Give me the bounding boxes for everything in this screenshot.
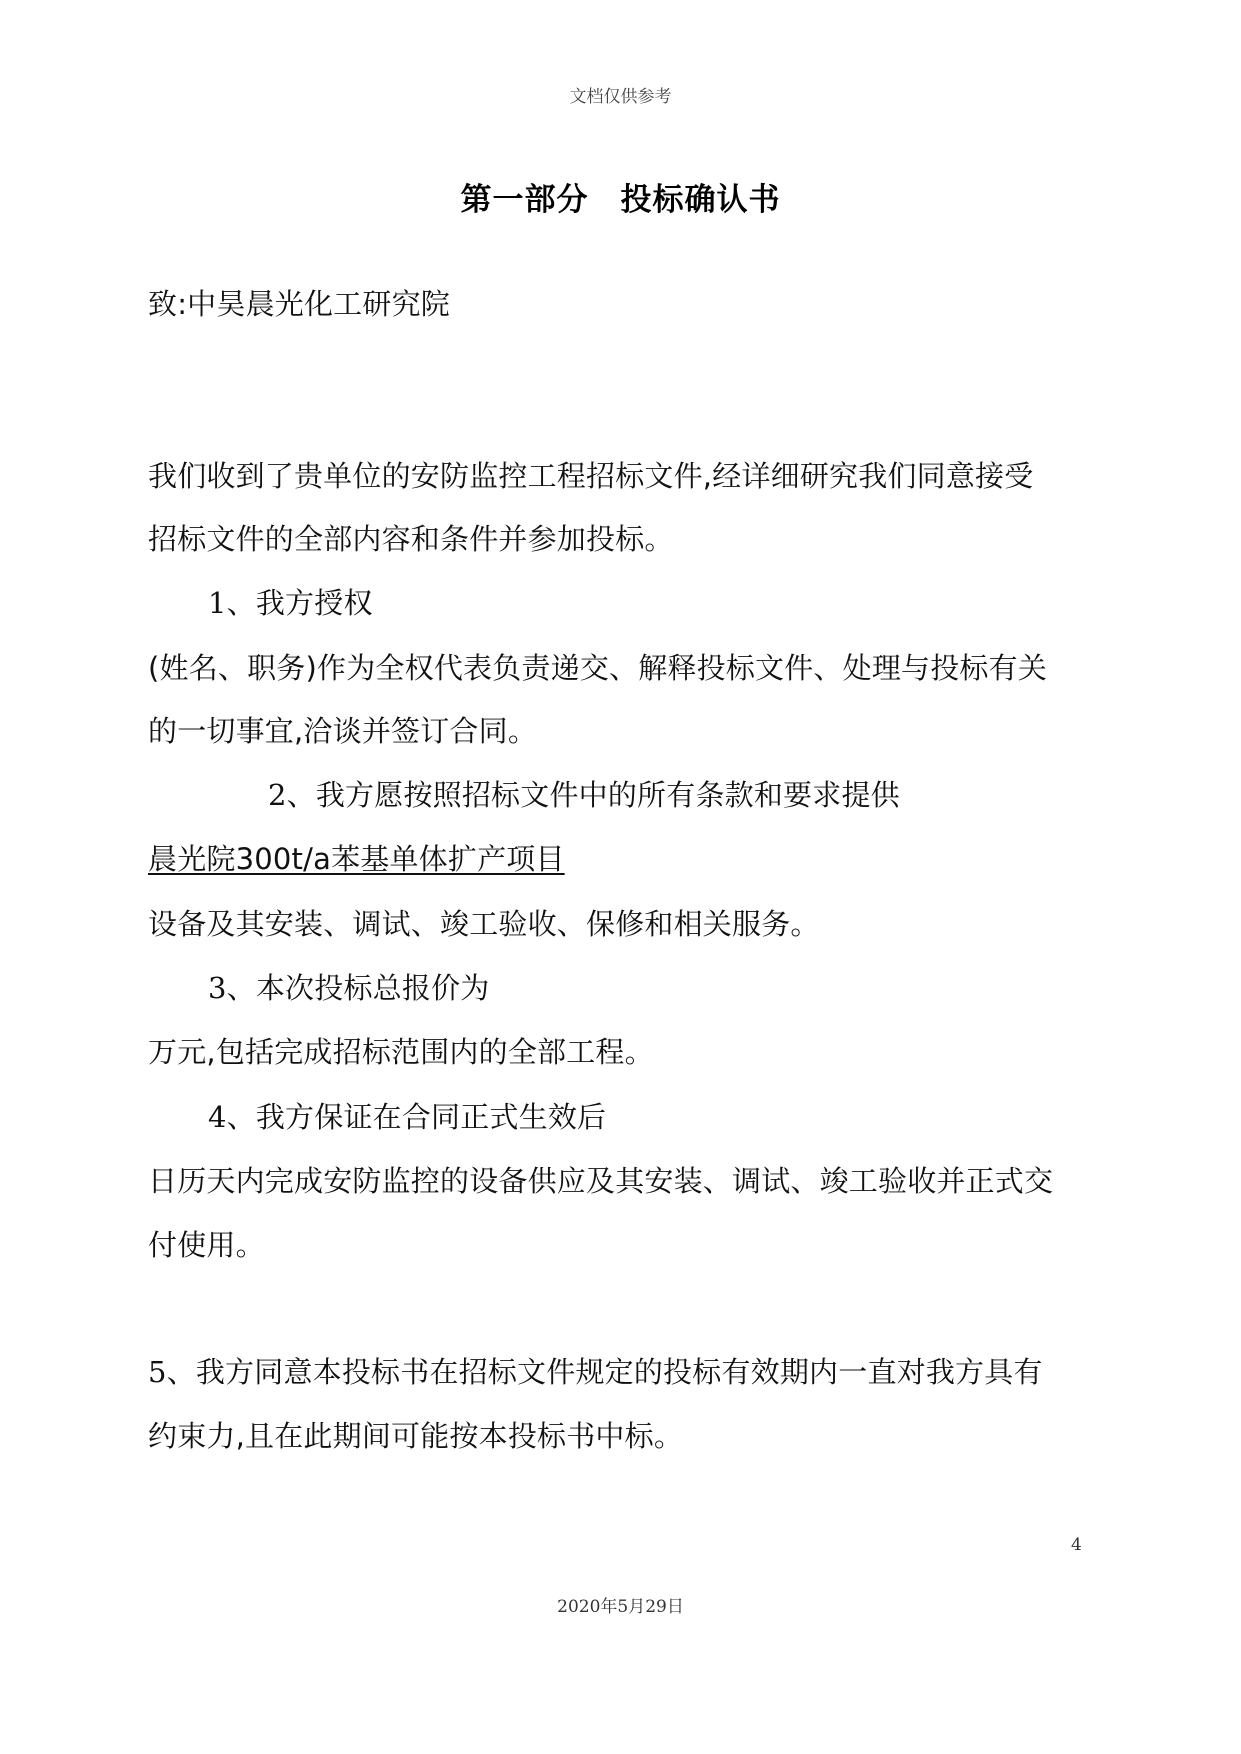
item-4-line-2: 日历天内完成安防监控的设备供应及其安装、调试、竣工验收并正式交 [148,1164,1054,1198]
page-number: 4 [1071,1535,1082,1555]
item-2-line-3: 设备及其安装、调试、竣工验收、保修和相关服务。 [148,907,820,941]
item-5-line-2: 约束力,且在此期间可能按本投标书中标。 [148,1419,684,1453]
item-2-number: 2 [268,778,287,812]
page-title [0,183,1241,219]
item-1-line-2: (姓名、职务)作为全权代表负责递交、解释投标文件、处理与投标有关 [148,651,1048,685]
item-5-text: 、我方同意本投标书在招标文件规定的投标有效期内一直对我方具有 [166,1355,1043,1389]
item-4-heading [208,1101,606,1134]
item-5-heading [148,1356,1043,1389]
item-3-number: 3 [208,971,227,1005]
item-2-heading [268,779,900,812]
intro-line-1: 我们收到了贵单位的安防监控工程招标文件,经详细研究我们同意接受 [148,459,1034,493]
header-note: 文档仅供参考 [569,87,672,107]
item-2-project-name: 晨光院300t/a苯基单体扩产项目 [148,842,565,876]
title-part-label: 第一部分 [460,182,589,218]
title-section-name: 投标确认书 [620,182,781,218]
salutation: 致:中昊晨光化工研究院 [148,287,450,321]
item-3-text: 、本次投标总报价为 [226,971,490,1005]
item-3-heading [208,972,489,1005]
item-4-number: 4 [208,1100,227,1134]
item-3-line-2: 万元,包括完成招标范围内的全部工程。 [148,1035,654,1069]
item-4-line-3: 付使用。 [148,1228,265,1262]
item-1-number: 1 [208,586,227,620]
item-5-number: 5 [148,1355,167,1389]
item-1-text: 、我方授权 [226,586,373,620]
item-1-line-3: 的一切事宜,洽谈并签订合同。 [148,714,538,748]
item-2-text: 、我方愿按照招标文件中的所有条款和要求提供 [286,778,900,812]
intro-line-2: 招标文件的全部内容和条件并参加投标。 [148,522,674,556]
item-4-text: 、我方保证在合同正式生效后 [226,1100,607,1134]
item-1-heading [208,587,373,620]
footer-date: 2020年5月29日 [557,1597,684,1617]
